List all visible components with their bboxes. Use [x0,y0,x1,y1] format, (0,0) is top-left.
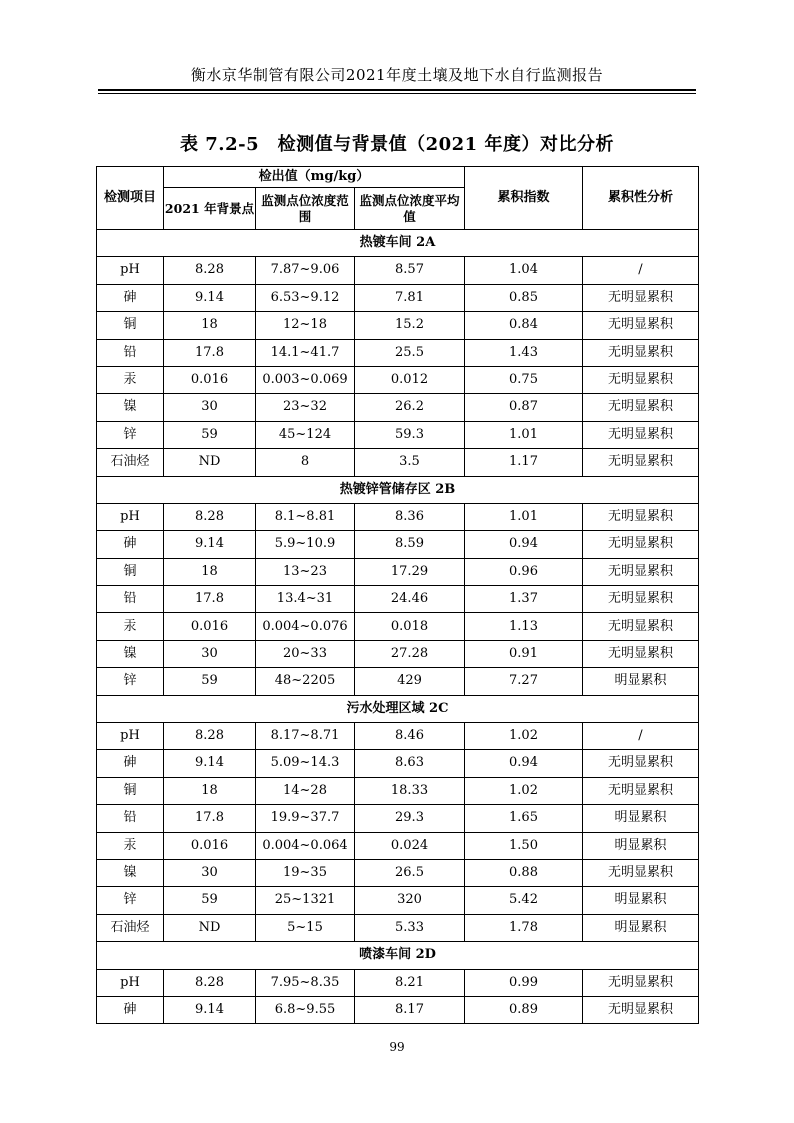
cell-item: 砷 [97,750,164,777]
cell-background: 59 [164,668,256,695]
cell-analysis: 无明显累积 [583,284,699,311]
table-row [97,449,699,476]
cell-background: ND [164,449,256,476]
cell-background: 18 [164,558,256,585]
section-title: 热镀车间 2A [97,230,699,257]
table-row [97,312,699,339]
cell-analysis: 无明显累积 [583,613,699,640]
cell-mean: 8.21 [355,969,465,996]
cell-range: 8.17~8.71 [256,723,355,750]
cell-item: 锌 [97,887,164,914]
table-row [97,284,699,311]
header-rule-thin [98,93,696,94]
cell-item: pH [97,969,164,996]
cell-index: 1.37 [465,586,583,613]
table-row [97,996,699,1023]
cell-index: 1.01 [465,421,583,448]
cell-range: 20~33 [256,640,355,667]
cell-index: 1.43 [465,339,583,366]
cell-range: 45~124 [256,421,355,448]
cell-item: 锌 [97,421,164,448]
table-title: 表 7.2-5 检测值与背景值（2021 年度）对比分析 [180,134,614,155]
cell-range: 12~18 [256,312,355,339]
cell-index: 1.04 [465,257,583,284]
cell-item: 铜 [97,558,164,585]
cell-analysis: 无明显累积 [583,531,699,558]
cell-index: 0.85 [465,284,583,311]
cell-mean: 7.81 [355,284,465,311]
cell-analysis: 无明显累积 [583,449,699,476]
cell-mean: 5.33 [355,914,465,941]
cell-range: 5~15 [256,914,355,941]
cell-background: 8.28 [164,503,256,530]
cell-analysis: 无明显累积 [583,996,699,1023]
header-analysis: 累积性分析 [583,167,699,230]
table-row [97,750,699,777]
header-range: 监测点位浓度范围 [256,188,355,230]
table-row [97,503,699,530]
cell-range: 7.87~9.06 [256,257,355,284]
cell-analysis: 明显累积 [583,914,699,941]
header-item: 检测项目 [97,167,164,230]
cell-analysis: / [583,257,699,284]
cell-range: 48~2205 [256,668,355,695]
cell-mean: 8.59 [355,531,465,558]
table-row [97,969,699,996]
header-background: 2021 年背景点 [164,188,256,230]
table-row [97,558,699,585]
section-title: 喷漆车间 2D [97,942,699,969]
cell-background: 0.016 [164,613,256,640]
cell-mean: 24.46 [355,586,465,613]
cell-background: 8.28 [164,969,256,996]
table-row [97,339,699,366]
cell-item: 铅 [97,339,164,366]
cell-mean: 26.5 [355,859,465,886]
page-number: 99 [389,1040,405,1054]
table-row [97,859,699,886]
table-row [97,531,699,558]
cell-analysis: 无明显累积 [583,859,699,886]
cell-analysis: 无明显累积 [583,503,699,530]
section-row [97,942,699,969]
cell-index: 1.02 [465,723,583,750]
cell-background: 17.8 [164,805,256,832]
cell-analysis: 无明显累积 [583,750,699,777]
cell-mean: 8.57 [355,257,465,284]
cell-index: 1.13 [465,613,583,640]
cell-mean: 29.3 [355,805,465,832]
cell-index: 0.75 [465,366,583,393]
cell-item: 汞 [97,613,164,640]
cell-background: 59 [164,421,256,448]
table-row [97,586,699,613]
table-row [97,257,699,284]
cell-item: 铜 [97,777,164,804]
cell-background: 59 [164,887,256,914]
cell-range: 6.8~9.55 [256,996,355,1023]
cell-analysis: 无明显累积 [583,777,699,804]
cell-range: 0.004~0.076 [256,613,355,640]
cell-mean: 8.17 [355,996,465,1023]
cell-item: 镍 [97,859,164,886]
cell-item: 铅 [97,805,164,832]
cell-background: 9.14 [164,531,256,558]
table-row [97,887,699,914]
cell-background: 30 [164,859,256,886]
cell-background: 9.14 [164,750,256,777]
cell-index: 0.96 [465,558,583,585]
cell-mean: 15.2 [355,312,465,339]
cell-index: 0.84 [465,312,583,339]
cell-background: 9.14 [164,284,256,311]
cell-index: 1.17 [465,449,583,476]
cell-range: 19~35 [256,859,355,886]
cell-index: 0.88 [465,859,583,886]
cell-background: 17.8 [164,339,256,366]
table-row [97,366,699,393]
cell-range: 23~32 [256,394,355,421]
cell-item: pH [97,503,164,530]
table-row [97,394,699,421]
cell-analysis: 明显累积 [583,668,699,695]
section-row [97,476,699,503]
table-row [97,640,699,667]
cell-analysis: 无明显累积 [583,640,699,667]
section-title: 污水处理区域 2C [97,695,699,722]
cell-range: 5.09~14.3 [256,750,355,777]
cell-range: 14~28 [256,777,355,804]
cell-item: 铅 [97,586,164,613]
cell-mean: 27.28 [355,640,465,667]
cell-analysis: 明显累积 [583,832,699,859]
cell-item: pH [97,723,164,750]
cell-mean: 3.5 [355,449,465,476]
cell-item: 铜 [97,312,164,339]
cell-background: 8.28 [164,723,256,750]
cell-background: 17.8 [164,586,256,613]
cell-index: 1.50 [465,832,583,859]
cell-index: 5.42 [465,887,583,914]
table-row [97,723,699,750]
cell-mean: 0.018 [355,613,465,640]
cell-range: 5.9~10.9 [256,531,355,558]
cell-analysis: 明显累积 [583,805,699,832]
table-row [97,421,699,448]
cell-analysis: 无明显累积 [583,366,699,393]
cell-mean: 8.36 [355,503,465,530]
cell-mean: 17.29 [355,558,465,585]
cell-range: 13.4~31 [256,586,355,613]
header-index: 累积指数 [465,167,583,230]
cell-index: 0.94 [465,750,583,777]
cell-item: 汞 [97,366,164,393]
cell-item: 镍 [97,394,164,421]
cell-range: 0.003~0.069 [256,366,355,393]
cell-index: 1.01 [465,503,583,530]
cell-index: 0.89 [465,996,583,1023]
cell-analysis: 无明显累积 [583,339,699,366]
section-row [97,230,699,257]
cell-item: 砷 [97,996,164,1023]
cell-background: ND [164,914,256,941]
cell-analysis: 无明显累积 [583,969,699,996]
cell-analysis: / [583,723,699,750]
table-row [97,914,699,941]
cell-range: 6.53~9.12 [256,284,355,311]
cell-background: 9.14 [164,996,256,1023]
cell-background: 30 [164,394,256,421]
cell-mean: 320 [355,887,465,914]
cell-item: 汞 [97,832,164,859]
cell-range: 8 [256,449,355,476]
cell-background: 18 [164,312,256,339]
table-row [97,668,699,695]
header-rule-thick [98,89,696,91]
cell-mean: 8.63 [355,750,465,777]
cell-analysis: 明显累积 [583,887,699,914]
cell-background: 18 [164,777,256,804]
cell-analysis: 无明显累积 [583,586,699,613]
comparison-table [96,166,699,1024]
cell-mean: 59.3 [355,421,465,448]
cell-item: 砷 [97,284,164,311]
cell-range: 19.9~37.7 [256,805,355,832]
table-row [97,832,699,859]
table-row [97,805,699,832]
cell-background: 0.016 [164,832,256,859]
header-mean: 监测点位浓度平均值 [355,188,465,230]
cell-mean: 18.33 [355,777,465,804]
cell-item: 石油烃 [97,449,164,476]
section-title: 热镀锌管储存区 2B [97,476,699,503]
cell-analysis: 无明显累积 [583,312,699,339]
cell-analysis: 无明显累积 [583,394,699,421]
cell-mean: 8.46 [355,723,465,750]
cell-range: 7.95~8.35 [256,969,355,996]
header-detected-group: 检出值（mg/kg） [164,167,465,188]
cell-index: 0.99 [465,969,583,996]
running-header: 衡水京华制管有限公司2021年度土壤及地下水自行监测报告 [190,66,604,84]
cell-background: 8.28 [164,257,256,284]
cell-mean: 429 [355,668,465,695]
cell-range: 8.1~8.81 [256,503,355,530]
table-row [97,777,699,804]
cell-item: pH [97,257,164,284]
table-body [97,230,699,1024]
cell-index: 0.91 [465,640,583,667]
table-row [97,613,699,640]
cell-analysis: 无明显累积 [583,421,699,448]
cell-index: 1.02 [465,777,583,804]
cell-mean: 0.012 [355,366,465,393]
cell-item: 锌 [97,668,164,695]
cell-range: 13~23 [256,558,355,585]
cell-index: 0.94 [465,531,583,558]
cell-mean: 25.5 [355,339,465,366]
cell-index: 1.78 [465,914,583,941]
cell-mean: 0.024 [355,832,465,859]
cell-index: 0.87 [465,394,583,421]
cell-range: 25~1321 [256,887,355,914]
cell-range: 0.004~0.064 [256,832,355,859]
cell-item: 砷 [97,531,164,558]
cell-mean: 26.2 [355,394,465,421]
cell-index: 1.65 [465,805,583,832]
cell-index: 7.27 [465,668,583,695]
section-row [97,695,699,722]
cell-item: 镍 [97,640,164,667]
cell-item: 石油烃 [97,914,164,941]
cell-background: 0.016 [164,366,256,393]
cell-background: 30 [164,640,256,667]
cell-analysis: 无明显累积 [583,558,699,585]
cell-range: 14.1~41.7 [256,339,355,366]
